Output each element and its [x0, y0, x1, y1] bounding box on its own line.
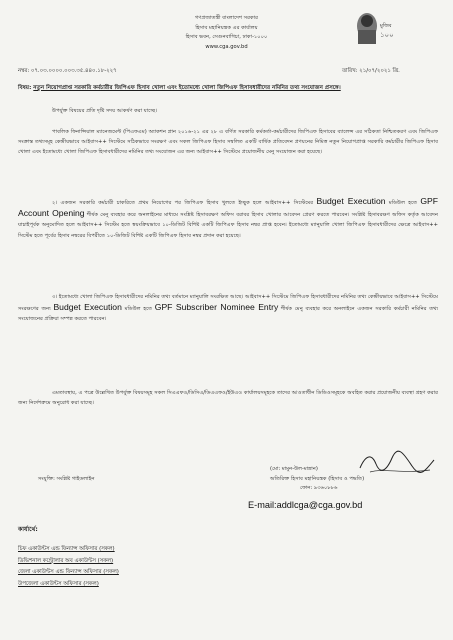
signatory-block	[270, 465, 364, 494]
svg-text:১০০: ১০০	[380, 31, 394, 39]
paragraph-4: এমতাবস্থায়, এ পত্রে উল্লেখিত উপর্যুক্ত বিষয়সমূহ সকল সিএএফও/ডিসিএ/ডিএএফও/ইউএও কার্যালয়সমূহকে তাদের আওতাধীন ডিডিওসমূহকে অবহিত করার প্রয়োজনীয় ব্যবস্থা গ্রহণ করার জন্য নির্দেশক্রমে অনুরোধ করা যাচ্ছে।	[18, 390, 438, 407]
memo-date: তারিখ: ২১/০৭/২০২১ খ্রি.	[342, 68, 400, 74]
signatory-email: E-mail:addlcga@cga.gov.bd	[248, 500, 363, 510]
p3-gpf-subscriber-nominee-entry: GPF Subscriber Nominee Entry	[154, 302, 279, 313]
p2-text-c: শীর্ষক মেনু ব্যবহার করে অনলাইনের মাধ্যমে সংশ্লিষ্ট হিসাবরক্ষণ অফিস বরাবর হিসাব খোলার আবেদন প্রেরণ করতে পারবেন। সংশ্লিষ্ট হিসাবরক্ষণ অফিস কর্তৃক আবেদন যাচাইপূর্বক অনুমোদিত হলে আইবাস++ সিস্টেম হতে স্বয়ংক্রিয়ভাবে ১০-ডিজিট বিশিষ্ট একটি জিপিএফ হিসাব নম্বর প্রাপ্ত হবেন। ইতোমধ্যে ম্যানুয়ালি খোলা জিপিএফ হিসাবধারীদের ক্ষেত্রে আইবাস++ সিস্টেম হতে পূর্বের হিসাব নম্বরের বিপরীতে ১০-ডিজিট বিশিষ্ট একটি জিপিএফ হিসাব নম্বর প্রদান করা হয়েছে।	[18, 212, 438, 239]
subject-label: বিষয়:	[18, 85, 32, 91]
enclosure-note: সংযুক্তি: সংশ্লিষ্ট গাইডলাইন	[38, 476, 95, 482]
signatory-name: (মো: মামুন-উল-মান্নান)	[270, 466, 318, 472]
subject-text: নতুন নিয়োগপ্রাপ্ত সরকারি কর্মচারীর জিপিএফ হিসাব খোলা এবং ইতোমধ্যে খোলা জিপিএফ হিসাবধারীদের নমিনির তথ্য সংযোজন প্রসঙ্গে।	[33, 85, 341, 91]
p2-text-b: মডিউল হতে	[388, 200, 417, 206]
intro-paragraph: উপর্যুক্ত বিষয়ের প্রতি দৃষ্টি সদয় আকর্ষণ করা যাচ্ছে।	[52, 108, 158, 114]
header-line-2: হিসাব মহানিয়ন্ত্রক এর কার্যালয়	[195, 24, 258, 31]
recipient-item: উপজেলা একাউন্টস অফিসার (সকল)	[18, 580, 99, 587]
paragraph-3	[18, 292, 438, 325]
p2-gpf-account-opening: GPF Account Opening	[18, 196, 438, 219]
header-line-3: হিসাব ভবন, সেগুনবাগিচা, ঢাকা-১০০০	[185, 34, 268, 40]
recipient-item: ডিভিশনাল কন্ট্রোলার অব একাউন্টস (সকল)	[18, 557, 114, 564]
header-website: www.cga.gov.bd	[205, 43, 248, 50]
p3-text-a: ৩। ইতোমধ্যে খোলা জিপিএফ হিসাবধারীদের নমিনির তথ্য বর্তমানে ম্যানুয়ালি সংরক্ষিত আছে। আইবাস++ সিস্টেমে জিপিএফ হিসাবধারীদের নমিনির তথ্য কেন্দ্রীয়ভাবে আইবাস++ সিস্টেমে সংরক্ষণের জন্য	[18, 294, 438, 313]
recipient-list	[18, 544, 119, 590]
mujib-centenary-logo	[352, 10, 400, 46]
paragraph-1: পাবলিক ফিনান্সিয়াল ম্যানেজমেন্ট (পিএফএম) অ্যাকশন প্লান ২০১৬-২১ এর ২৮ এ বর্ণিত সরকারি কর্মকর্তা-কর্মচারীদের জিপিএফ হিসাবের ব্যালেন্স এর সঠিকতা নিশ্চিতকরণ এবং জিপিএফ সংক্রান্ত তথ্যসমূহ কেন্দ্রীয়ভাবে আইবাস++ সিস্টেমে সঠিকভাবে সংরক্ষণ এবং সকল জিপিএফ হিসাব সম্বলিত একটি বার্ষিক প্রতিবেদন প্রণয়নের নিমিত্ত নতুন নিয়োগপ্রাপ্ত সরকারি কর্মচারীর জিপিএফ হিসাব খোলা এবং ইতোমধ্যে খোলা জিপিএফ হিসাবধারীদের নমিনির তথ্য সংযোজন এর জন্য আইবাস++ সিস্টেমে প্রয়োজনীয় মেনু সংযোজন করা হয়েছে।	[18, 129, 438, 156]
signatory-designation: অতিরিক্ত হিসাব মহানিয়ন্ত্রক (হিসাব ও পদ্ধতি)	[270, 475, 365, 482]
p2-budget-execution: Budget Execution	[316, 196, 386, 206]
p3-budget-execution: Budget Execution	[53, 302, 122, 313]
p3-text-b: মডিউল হতে	[124, 306, 153, 313]
action-label: কার্যার্থে:	[18, 526, 38, 533]
p2-text-a: ২। একজন সরকারি কর্মচারী চাকরিতে প্রথম নিয়োগের পর জিপিএফ হিসাব খুলতে ইচ্ছুক হলে আইবাস++ সিস্টেমের	[52, 200, 314, 206]
recipient-item: চিফ একাউন্টস এন্ড ফিন্যান্স অফিসার (সকল)	[18, 546, 115, 552]
signatory-phone: ফোন: ৯৩৬০৮৮৬	[300, 485, 338, 491]
subject-line	[18, 84, 438, 93]
header-line-1: গণপ্রজাতন্ত্রী বাংলাদেশ সরকার	[195, 15, 258, 21]
svg-text:মুজিব: মুজিব	[380, 23, 392, 29]
recipient-item: জেলা একাউন্টস এন্ড ফিন্যান্স অফিসার (সকল)	[18, 569, 119, 575]
p3-text-c: শীর্ষক মেনু ব্যবহার করে অনলাইনে একজন সরকারি কর্মচারী নমিনির তথ্য সংযোজনের প্রক্রিয়া সম্পন্ন করতে পারবেন।	[18, 306, 438, 323]
memo-number: নম্বর: ০৭.০৩.০০০০.০০৩.৩৫.৪৪০.১৮-২২৭	[18, 68, 117, 74]
paragraph-2	[18, 196, 438, 241]
